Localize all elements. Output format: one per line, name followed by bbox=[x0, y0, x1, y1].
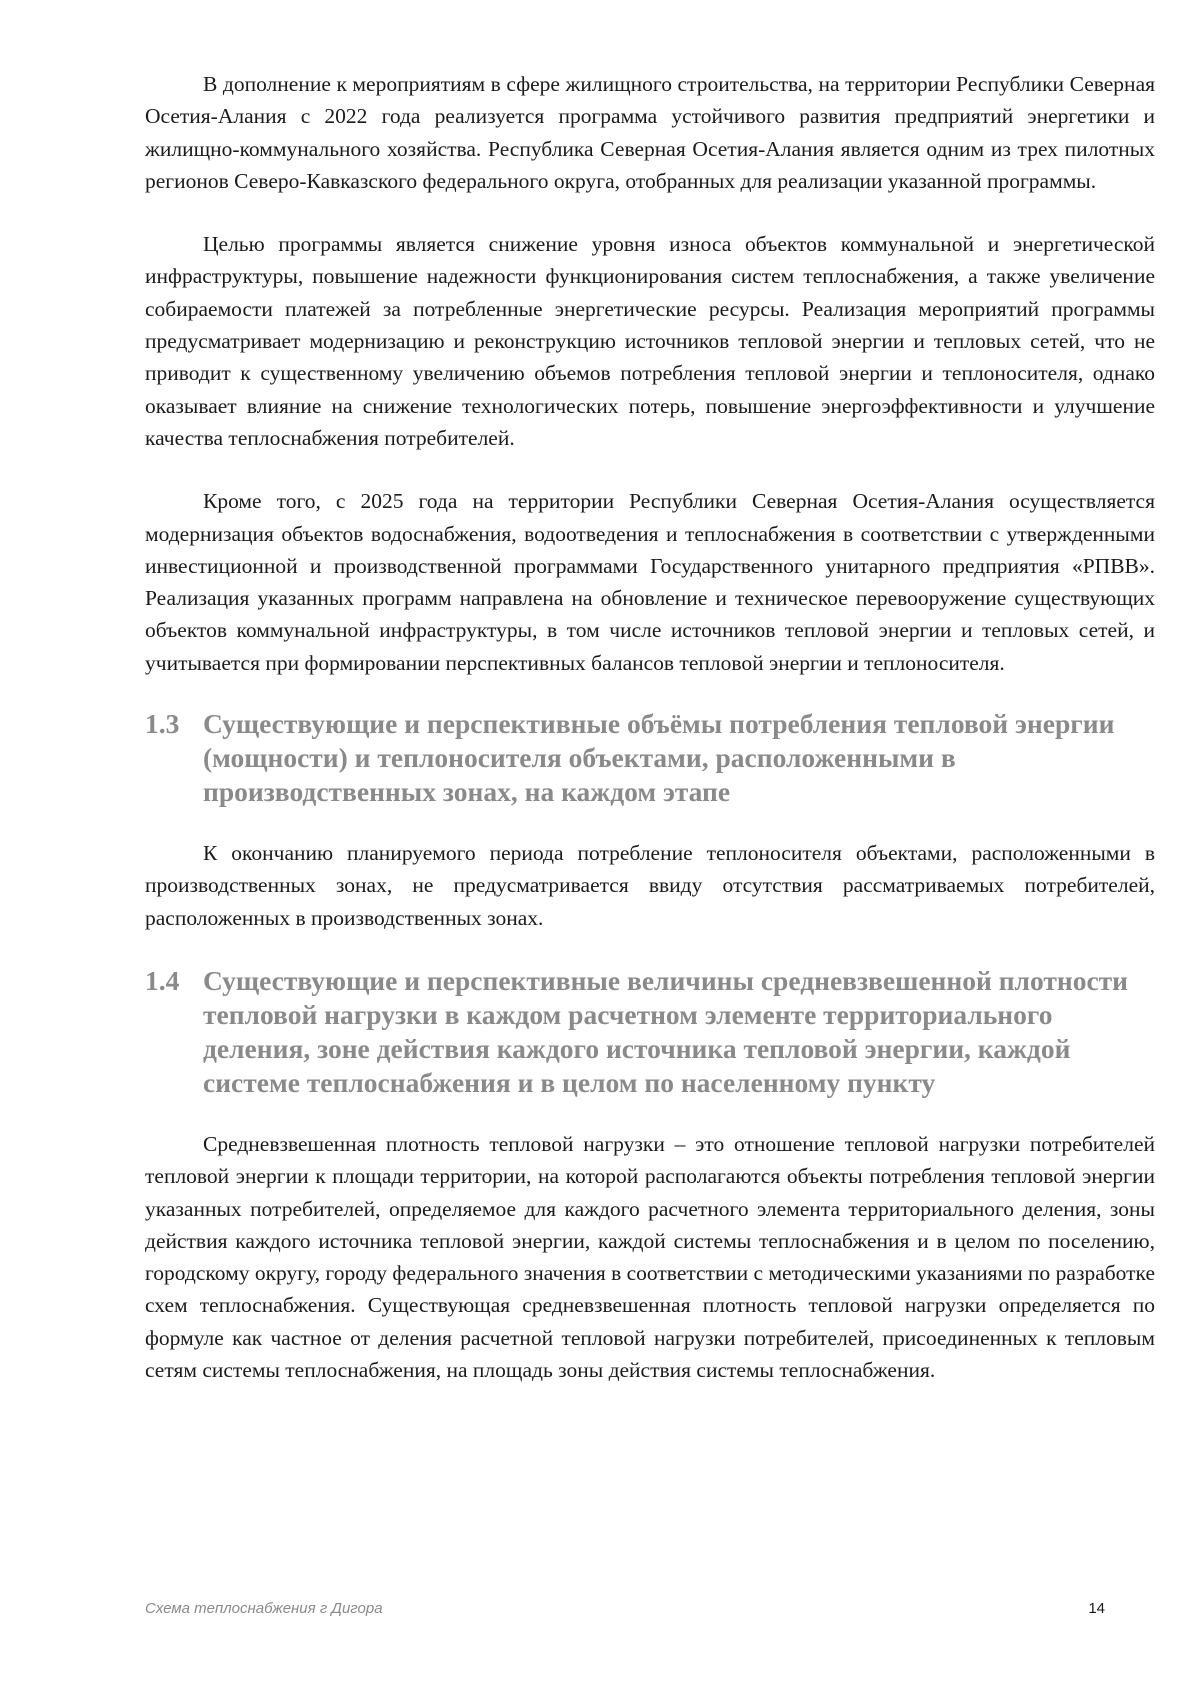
body-paragraph: К окончанию планируемого периода потребление теплоносителя объектами, расположенными в производственных зонах, не предусматривается ввиду отсутствия рассматриваемых потребителей, расположенных в производственных зонах. bbox=[145, 841, 1155, 930]
body-paragraph: Кроме того, с 2025 года на территории Республики Северная Осетия-Алания осуществляется модернизация объектов водоснабжения, водоотведения и теплоснабжения в соответствии с утвержденными инвестиционной и производственной программами Государственного унитарного предприятия «РПВВ». Реализация указанных программ направлена на обновление и техническое перевооружение существующих объектов коммунальной инфраструктуры, в том числе источников тепловой энергии и тепловых сетей, и учитывается при формировании перспективных балансов тепловой энергии и теплоносителя. bbox=[145, 489, 1155, 675]
page-footer bbox=[145, 1600, 1105, 1617]
section-heading-1-4 bbox=[145, 964, 1155, 1100]
section-heading-1-3 bbox=[145, 707, 1155, 809]
footer-document-title: Схема теплоснабжения г Дигора bbox=[145, 1600, 383, 1617]
section-title: Существующие и перспективные величины средневзвешенной плотности тепловой нагрузки в каждом расчетном элементе территориального деления, зоне действия каждого источника тепловой энергии, каждой системе теплоснабжения и в целом по населенному пункту bbox=[203, 964, 1129, 1098]
body-paragraph: Средневзвешенная плотность тепловой нагрузки – это отношение тепловой нагрузки потребителей тепловой энергии к площади территории, на которой располагаются объекты потребления тепловой энергии указанных потребителей, определяемое для каждого расчетного элемента территориального деления, зоны действия каждого источника тепловой энергии, каждой системы теплоснабжения и в целом по поселению, городскому округу, городу федерального значения в соответствии с методическими указаниями по разработке схем теплоснабжения. Существующая средневзвешенная плотность тепловой нагрузки определяется по формуле как частное от деления расчетной тепловой нагрузки потребителей, присоединенных к тепловым сетям системы теплоснабжения, на площадь зоны действия системы теплоснабжения. bbox=[145, 1131, 1155, 1383]
section-number: 1.4 bbox=[145, 964, 180, 996]
body-paragraph: Целью программы является снижение уровня износа объектов коммунальной и энергетической инфраструктуры, повышение надежности функционирования систем теплоснабжения, а также увеличение собираемости платежей за потребленные энергетические ресурсы. Реализация мероприятий программы предусматривает модернизацию и реконструкцию источников тепловой энергии и тепловых сетей, что не приводит к существенному увеличению объемов потребления тепловой энергии и теплоносителя, однако оказывает влияние на снижение технологических потерь, повышение энергоэффективности и улучшение качества теплоснабжения потребителей. bbox=[145, 232, 1155, 450]
document-page bbox=[145, 68, 1155, 1386]
section-title: Существующие и перспективные объёмы потребления тепловой энергии (мощности) и теплоносителя объектами, расположенными в производственных зонах, на каждом этапе bbox=[203, 708, 1115, 808]
section-number: 1.3 bbox=[145, 708, 180, 740]
page-number: 14 bbox=[1088, 1600, 1105, 1617]
body-paragraph: В дополнение к мероприятиям в сфере жилищного строительства, на территории Республики Северная Осетия-Алания с 2022 года реализуется программа устойчивого развития предприятий энергетики и жилищно-коммунального хозяйства. Республика Северная Осетия-Алания является одним из трех пилотных регионов Северо-Кавказского федерального округа, отобранных для реализации указанной программы. bbox=[145, 72, 1155, 193]
